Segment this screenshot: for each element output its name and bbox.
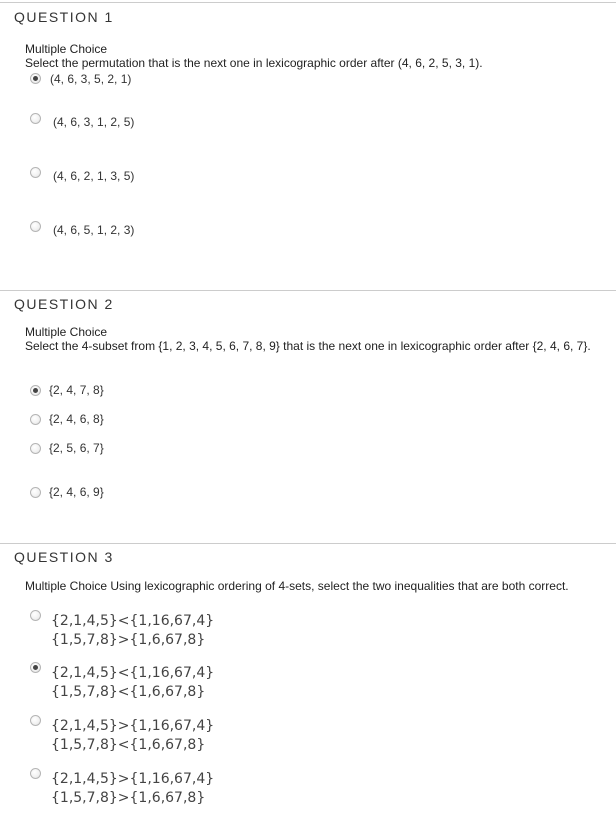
inequality-1: {2,1,4,5}>{1,16,67,4}: [51, 718, 215, 734]
option-3[interactable]: [30, 441, 104, 455]
radio-button[interactable]: [30, 113, 41, 124]
option-label: [51, 664, 214, 702]
option-2[interactable]: [30, 412, 104, 426]
option-1[interactable]: [30, 610, 214, 650]
question-title: QUESTION 3: [14, 549, 114, 565]
option-label: [51, 612, 214, 650]
radio-button[interactable]: [30, 768, 41, 779]
question-title: QUESTION 1: [14, 9, 114, 25]
option-1[interactable]: [30, 72, 131, 86]
option-2[interactable]: [30, 662, 214, 702]
radio-button[interactable]: [30, 443, 41, 454]
option-label: [51, 717, 214, 755]
option-label: (4, 6, 3, 1, 2, 5): [53, 115, 135, 129]
inequality-2: {1,5,7,8}>{1,6,67,8}: [51, 790, 206, 806]
question-title: QUESTION 2: [14, 296, 114, 312]
option-label: (4, 6, 2, 1, 3, 5): [53, 169, 135, 183]
question-text: Select the 4-subset from {1, 2, 3, 4, 5, 6, 7, 8, 9} that is the next one in lexicographic order after {2, 4, 6, 7}.: [25, 339, 591, 353]
inequality-2: {1,5,7,8}>{1,6,67,8}: [51, 632, 206, 648]
option-label: {2, 4, 7, 8}: [49, 383, 104, 397]
radio-button[interactable]: [30, 221, 41, 232]
radio-button-selected[interactable]: [30, 662, 41, 673]
option-label: {2, 4, 6, 8}: [49, 412, 104, 426]
inequality-2: {1,5,7,8}<{1,6,67,8}: [51, 684, 206, 700]
inequality-1: {2,1,4,5}>{1,16,67,4}: [51, 771, 215, 787]
option-label: [51, 770, 214, 808]
option-3[interactable]: [30, 715, 214, 755]
question-1: [0, 2, 616, 291]
option-label: {2, 5, 6, 7}: [49, 441, 104, 455]
inequality-1: {2,1,4,5}<{1,16,67,4}: [51, 613, 215, 629]
radio-button[interactable]: [30, 715, 41, 726]
inequality-2: {1,5,7,8}<{1,6,67,8}: [51, 737, 206, 753]
radio-button-selected[interactable]: [30, 385, 41, 396]
question-text: Select the permutation that is the next one in lexicographic order after (4, 6, 2, 5, 3, 1).: [25, 56, 483, 70]
question-3: [0, 543, 616, 823]
option-4[interactable]: [30, 768, 214, 808]
option-3[interactable]: [30, 167, 134, 183]
option-2[interactable]: [30, 113, 134, 129]
radio-button[interactable]: [30, 487, 41, 498]
option-4[interactable]: [30, 485, 104, 499]
radio-button[interactable]: [30, 167, 41, 178]
option-1[interactable]: [30, 383, 104, 397]
question-type: Multiple Choice: [25, 325, 108, 339]
question-text: Multiple Choice Using lexicographic ordering of 4-sets, select the two inequalities that are both correct.: [25, 579, 569, 593]
option-label: (4, 6, 3, 5, 2, 1): [50, 72, 132, 86]
question-type: Multiple Choice: [25, 42, 108, 56]
question-2: [0, 290, 616, 543]
inequality-1: {2,1,4,5}<{1,16,67,4}: [51, 665, 215, 681]
option-label: (4, 6, 5, 1, 2, 3): [53, 223, 135, 237]
option-4[interactable]: [30, 221, 134, 237]
radio-button[interactable]: [30, 610, 41, 621]
radio-button-selected[interactable]: [30, 73, 41, 84]
radio-button[interactable]: [30, 414, 41, 425]
option-label: {2, 4, 6, 9}: [49, 485, 104, 499]
